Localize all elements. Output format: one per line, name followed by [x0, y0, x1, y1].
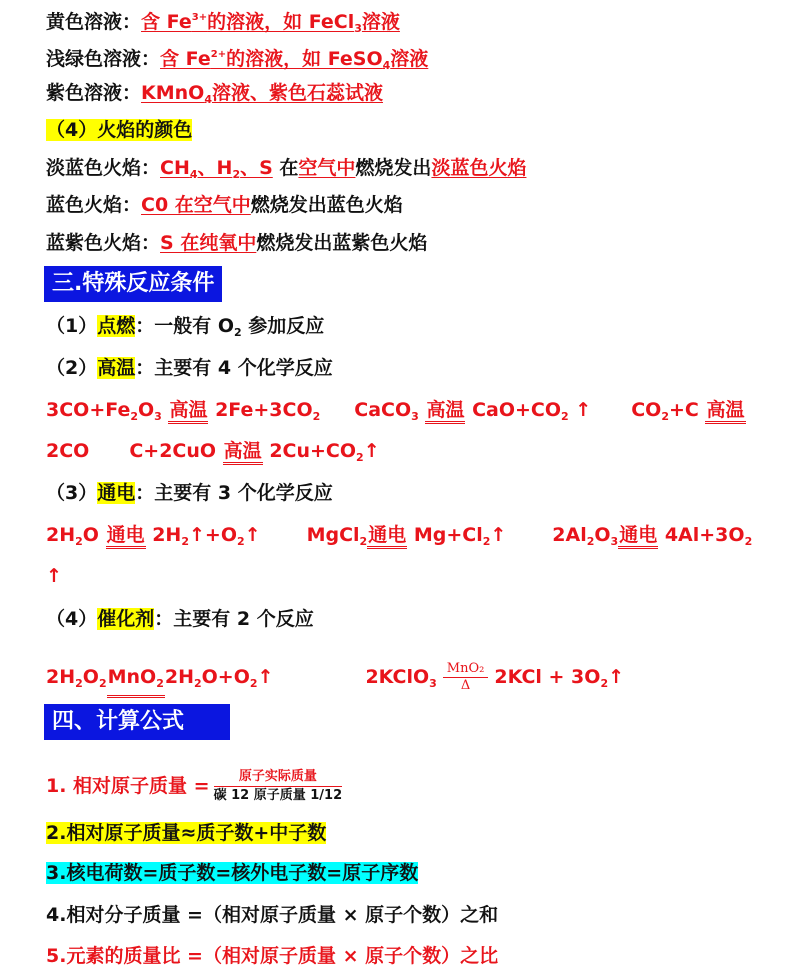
- electric-equations-wrap: ↑: [46, 565, 62, 587]
- formula-3: 3.核电荷数=质子数=核外电子数=原子序数: [46, 862, 419, 884]
- equation-co2-c: $CO_2+C$ 高温: [631, 399, 745, 423]
- formula-3-line: [46, 860, 418, 886]
- electric-condition-line: （3）通电：主要有 3 个化学反应: [46, 482, 333, 504]
- flame-color-title: （4）火焰的颜色: [46, 119, 193, 141]
- purple-solution-line: 紫色溶液：KMnO$_4$溶液、紫色石蕊试液: [46, 82, 383, 106]
- formula-5: 5.元素的质量比 =（相对原子质量 × 原子个数）之比: [46, 945, 499, 967]
- equation-caco3: CaCO$_3$ 高温 $CaO+CO_2$ ↑: [354, 399, 592, 423]
- equation-co-fe2o3: $3CO+Fe_2O_3$ 高温 $2Fe+3CO_2$: [46, 399, 321, 423]
- yellow-solution-line: 黄色溶液：含 $Fe^{3+}$的溶液，如 FeCl$_3$溶液: [46, 11, 400, 35]
- purple-solution-desc: KMnO$_4$溶液、紫色石蕊试液: [141, 82, 383, 106]
- formula-1-line: 1. 相对原子质量 = $\frac{\text{原子实际质量}}{\text{碳 12 原子质量 1/12}}$: [46, 769, 343, 803]
- ignite-keyword: 点燃: [97, 315, 136, 337]
- equation-kclo3: 2KClO$_3$ $\frac{\text{MnO₂}}{\Delta}$ $2KCl + 3O_2↑$: [365, 661, 625, 693]
- formula-2-line: [46, 820, 326, 846]
- equation-mgcl2: MgCl$_2$通电 $Mg+Cl_2↑$: [306, 524, 507, 548]
- high-temp-condition-line: （2）高温：主要有 4 个化学反应: [46, 357, 333, 379]
- catalyst-keyword: 催化剂: [97, 608, 155, 630]
- formula-1-fraction: $\frac{\text{原子实际质量}}{\text{碳 12 原子质量 1/12}}$: [213, 769, 343, 803]
- formula-4: 4.相对分子质量 =（相对原子质量 × 原子个数）之和: [46, 904, 499, 926]
- formula-2: 2.相对原子质量≈质子数+中子数: [46, 822, 327, 844]
- equation-al2o3: $2Al_2O_3$通电 $4Al+3O_2$: [552, 524, 753, 548]
- yellow-solution-desc: 含 $Fe^{3+}$的溶液，如 FeCl$_3$溶液: [141, 11, 400, 35]
- high-temp-equations-line-1: [46, 397, 746, 430]
- flame-color-title-line: [46, 117, 192, 143]
- light-green-solution-line: 浅绿色溶液：含 $Fe^{2+}$的溶液，如 FeSO$_4$溶液: [46, 48, 429, 72]
- catalyst-condition-fraction: $\frac{\text{MnO₂}}{\Delta}$: [443, 661, 489, 694]
- equation-h2o: $2H_2O$ 通电 $2H_2↑+O_2↑$: [46, 524, 261, 548]
- high-temp-equations-line-2: 2CO C+2CuO 高温 $2Cu+CO_2↑$: [46, 440, 380, 464]
- ignite-condition-line: （1）点燃：一般有 $O_2$ 参加反应: [46, 315, 325, 339]
- formula-4-line: [46, 902, 498, 928]
- electric-equations-line: [46, 522, 752, 555]
- blue-flame-line: 蓝色火焰：C0 在空气中燃烧发出蓝色火焰: [46, 194, 403, 216]
- catalyst-condition-line: （4）催化剂：主要有 2 个反应: [46, 608, 314, 630]
- equation-c-cuo: C+2CuO 高温 $2Cu+CO_2↑$: [129, 440, 380, 464]
- section-heading-special-conditions: 三.特殊反应条件: [44, 266, 222, 302]
- high-temp-keyword: 高温: [97, 357, 136, 379]
- blue-purple-flame-line: 蓝紫色火焰：S 在纯氧中燃烧发出蓝紫色火焰: [46, 232, 428, 254]
- catalyst-equations-line: [46, 661, 624, 698]
- section-heading-formulas: 四、计算公式: [44, 704, 230, 740]
- light-blue-flame-line: 淡蓝色火焰：$CH_4$、$H_2$、S 在空气中燃烧发出淡蓝色火焰: [46, 157, 527, 181]
- electric-keyword: 通电: [97, 482, 136, 504]
- equation-h2o2: $2H_2O_2MnO_22H_2O+O_2↑$: [46, 666, 273, 688]
- light-green-solution-desc: 含 $Fe^{2+}$的溶液，如 FeSO$_4$溶液: [160, 48, 429, 72]
- formula-5-line: [46, 943, 498, 969]
